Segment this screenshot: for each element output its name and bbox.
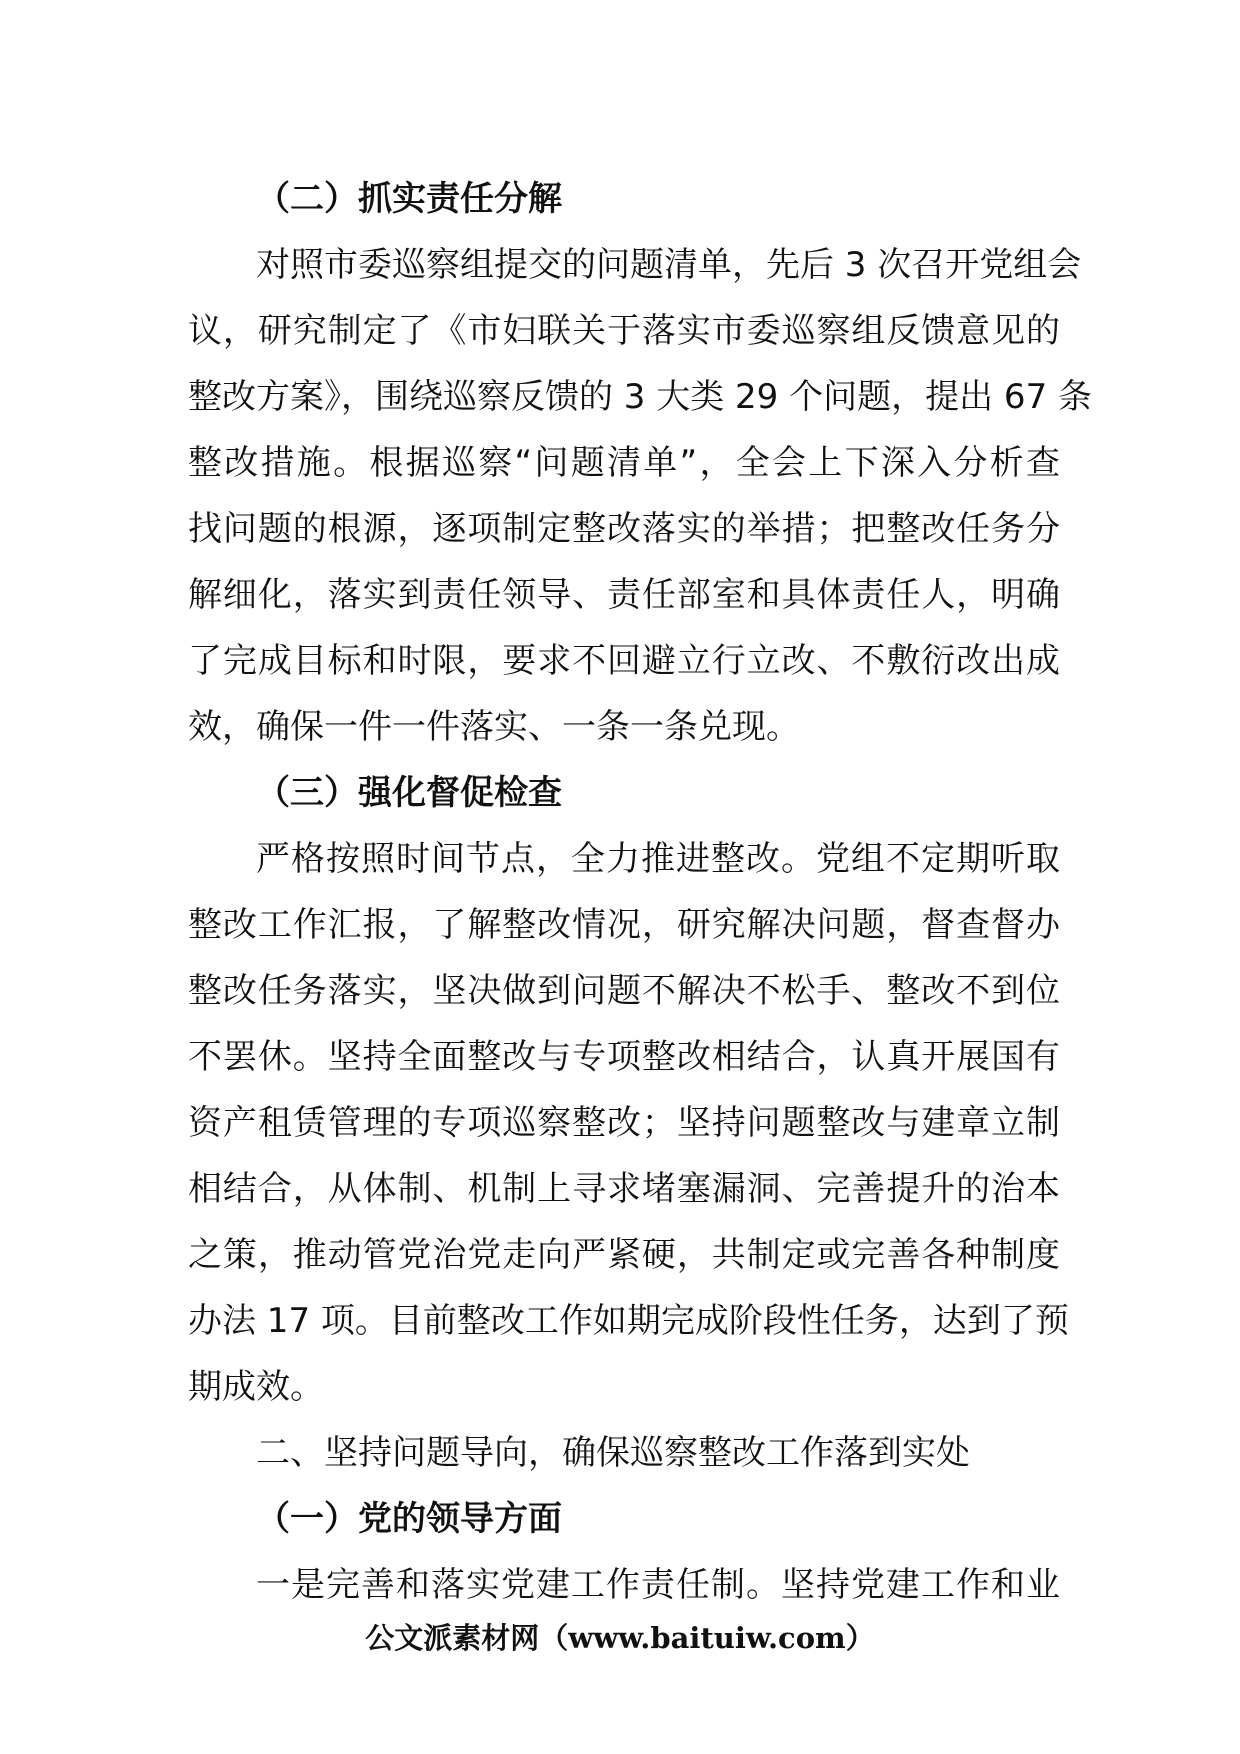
paragraph-line: 整改措施。根据巡察“问题清单”，全会上下深入分析查 [188,443,1060,483]
paragraph-line: 一是完善和落实党建工作责任制。坚持党建工作和业 [256,1565,1060,1605]
paragraph-line: 相结合，从体制、机制上寻求堵塞漏洞、完善提升的治本 [188,1169,1060,1209]
subheading-responsibility-breakdown: （二）抓实责任分解 [256,179,562,219]
paragraph-line: 之策，推动管党治党走向严紧硬，共制定或完善各种制度 [188,1235,1060,1275]
document-body [188,166,1093,1618]
paragraph-line: 了完成目标和时限，要求不回避立行立改、不敷衍改出成 [188,641,1060,681]
paragraph-supervision-inspection [188,826,1069,1420]
subheading-party-leadership: （一）党的领导方面 [256,1499,562,1539]
section-title-problem-oriented: 二、坚持问题导向，确保巡察整改工作落到实处 [256,1433,970,1473]
paragraph-line: 议，研究制定了《市妇联关于落实市委巡察组反馈意见的 [188,311,1060,351]
paragraph-line: 期成效。 [188,1367,324,1407]
paragraph-line: 效，确保一件一件落实、一条一条兑现。 [188,707,800,747]
footer-watermark-text: 公文派素材网（www.baituiw.com） [365,1621,875,1655]
paragraph-line: 找问题的根源，逐项制定整改落实的举措；把整改任务分 [188,509,1060,549]
paragraph-line: 整改任务落实，坚决做到问题不解决不松手、整改不到位 [188,971,1060,1011]
paragraph-line: 办法 17 项。目前整改工作如期完成阶段性任务，达到了预 [188,1301,1069,1341]
paragraph-line: 整改工作汇报，了解整改情况，研究解决问题，督查督办 [188,905,1060,945]
paragraph-line: 整改方案》，围绕巡察反馈的 3 大类 29 个问题，提出 67 条 [188,377,1093,417]
paragraph-line: 解细化，落实到责任领导、责任部室和具体责任人，明确 [188,575,1060,615]
paragraph-responsibility-breakdown [188,232,1093,760]
paragraph-party-leadership [188,1552,1060,1618]
paragraph-line: 严格按照时间节点，全力推进整改。党组不定期听取 [256,839,1060,879]
paragraph-line: 资产租赁管理的专项巡察整改；坚持问题整改与建章立制 [188,1103,1060,1143]
paragraph-line: 对照市委巡察组提交的问题清单，先后 3 次召开党组会 [256,245,1082,285]
paragraph-line: 不罢休。坚持全面整改与专项整改相结合，认真开展国有 [188,1037,1060,1077]
subheading-supervision-inspection: （三）强化督促检查 [256,773,562,813]
